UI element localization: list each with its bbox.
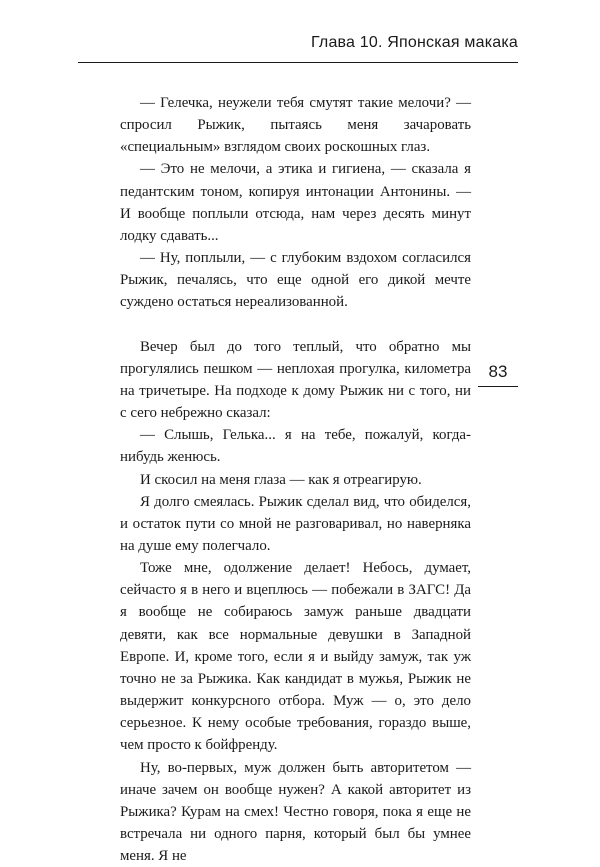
paragraph: Я долго смеялась. Рыжик сделал вид, что обиделся, и остаток пути со мной не разговаривал, но наверняка на душе ему полегчало.: [120, 493, 471, 554]
paragraph: — Слышь, Гелька... я на тебе, пожалуй, когда-нибудь женюсь.: [120, 427, 471, 466]
paragraph: — Ну, поплыли, — с глубоким вздохом согласился Рыжик, печалясь, что еще одной его дикой мечте суждено остаться нереализованной.: [120, 250, 471, 311]
paragraph: Вечер был до того теплый, что обратно мы прогулялись пешком — неплохая прогулка, километра на тричетыре. На подходе к дому Рыжик ни с того, ни с сего небрежно сказал:: [120, 338, 471, 422]
paragraph: И скосил на меня глаза — как я отреагирую.: [140, 471, 422, 488]
running-head-chapter-title: Глава 10. Японская макака: [310, 34, 518, 51]
paragraph: Ну, во-первых, муж должен быть авторитетом — иначе зачем он вообще нужен? А какой авторитет из Рыжика? Курам на смех! Честно говоря, пока я еще не встречала ни одного парня, который был бы умнее меня. Я не: [120, 759, 471, 865]
header-rule: [78, 62, 518, 63]
paragraph: — Это не мелочи, а этика и гигиена, — сказала я педантским тоном, копируя интонации Антонины. — И вообще поплыли отсюда, нам через десять минут лодку сдавать...: [120, 161, 471, 244]
paragraph: — Гелечка, неужели тебя смутят такие мелочи? — спросил Рыжик, пытаясь меня зачаровать «специальным» взглядом своих роскошных глаз.: [120, 95, 471, 156]
page-number-block: [478, 360, 518, 387]
page-number-rule: [478, 386, 518, 387]
body-text: [120, 92, 471, 867]
paragraph: Тоже мне, одолжение делает! Небось, думает, сейчасто я в него и вцеплюсь — побежали в ЗАГС! Да я вообще не собираюсь замуж раньше двадцати девяти, как все нормальные девушки в Западной Европе. И, кроме того, если я и выйду замуж, так уж точно не за Рыжика. Как кандидат в мужья, Рыжик не выдержит конкурсного отбора. Муж — о, это дело серьезное. К нему особые требования, гораздо выше, чем просто к бойфренду.: [120, 560, 471, 754]
page-number: 83: [488, 362, 508, 381]
